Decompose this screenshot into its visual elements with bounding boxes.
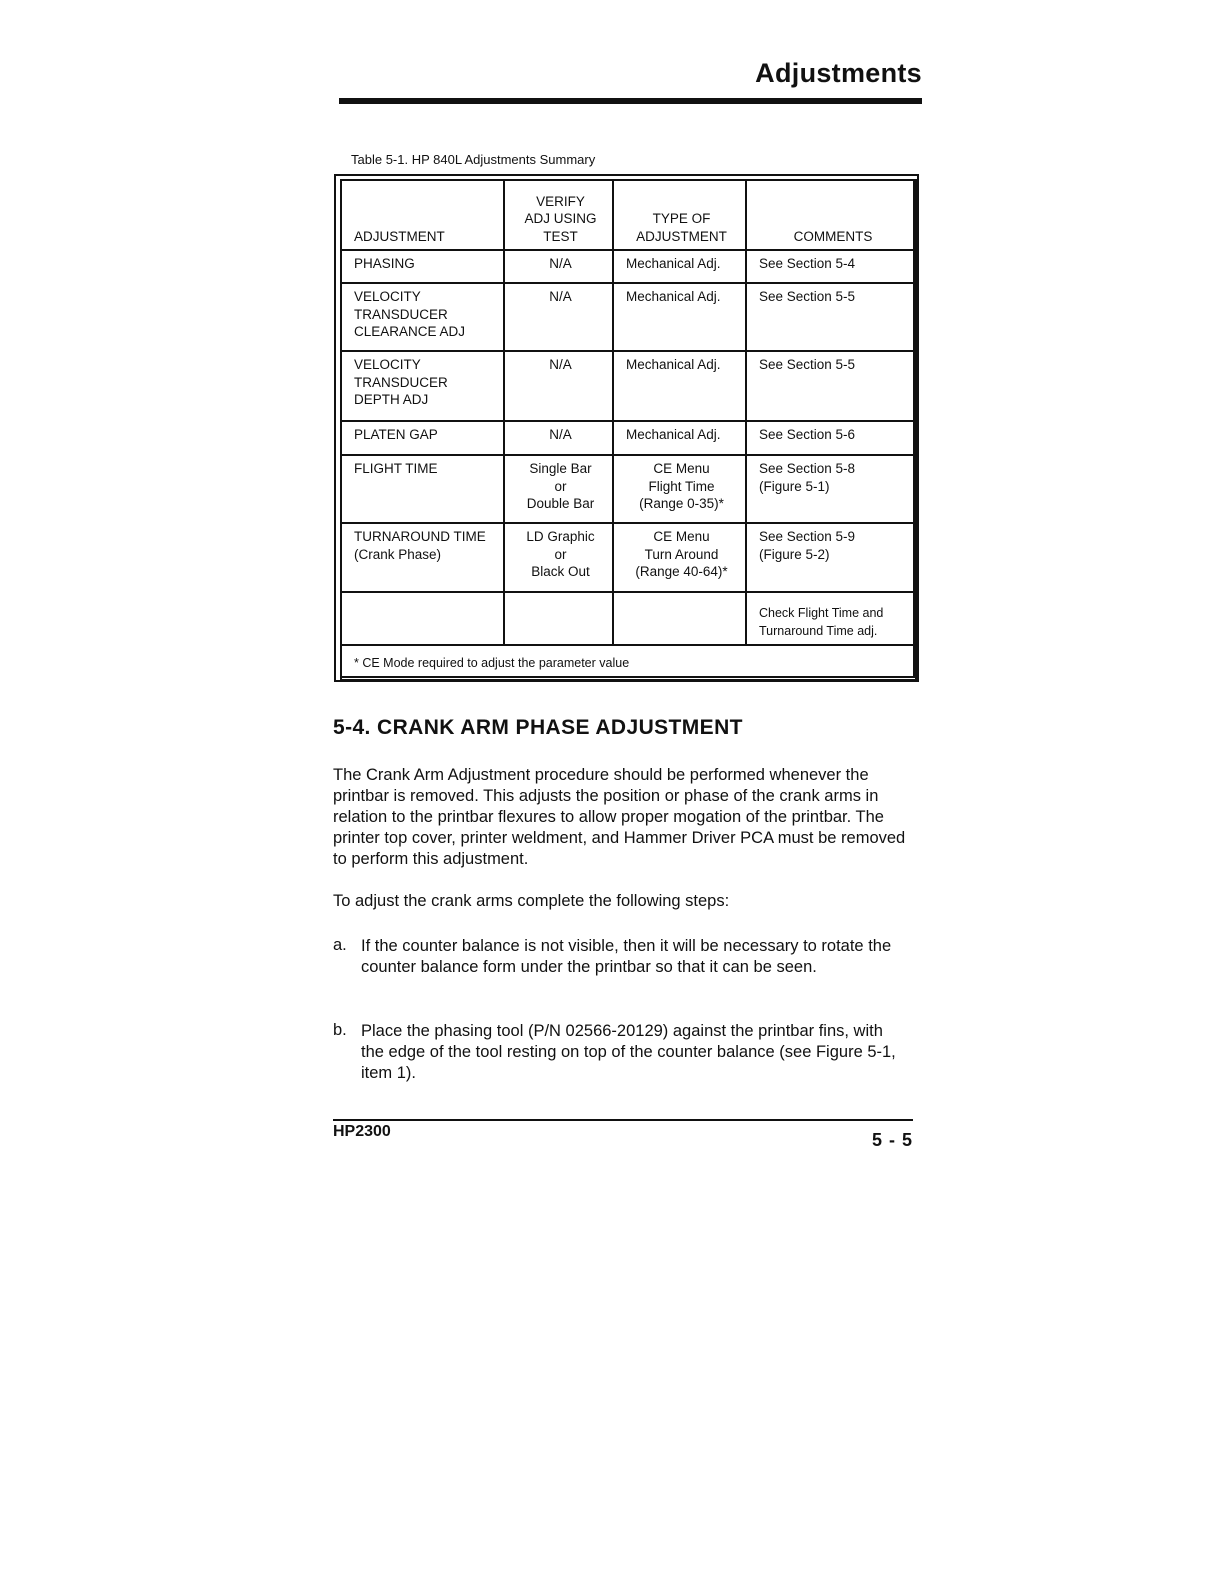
table-header-row — [341, 180, 916, 250]
table-cell: N/A — [504, 250, 613, 283]
table-cell: N/A — [504, 421, 613, 455]
page-title: Adjustments — [755, 58, 922, 88]
step-b-text: Place the phasing tool (P/N 02566-20129) against the printbar fins, with the edge of the tool resting on top of the counter balance (see Figure 5-1, item 1). — [361, 1022, 896, 1082]
table-cell: VELOCITY TRANSDUCER CLEARANCE ADJ — [341, 283, 504, 351]
step-a-letter: a. — [333, 936, 347, 954]
header-adjustment: ADJUSTMENT — [341, 180, 504, 250]
table-cell: LD Graphic or Black Out — [504, 523, 613, 592]
table-cell — [504, 592, 613, 645]
footer-manual-id: HP2300 — [333, 1123, 391, 1140]
table-cell: Mechanical Adj. — [613, 283, 746, 351]
footer-page-number: 5 - 5 — [871, 1130, 913, 1150]
table-cell: N/A — [504, 283, 613, 351]
table-cell: TURNAROUND TIME (Crank Phase) — [341, 523, 504, 592]
header-comments: COMMENTS — [746, 180, 916, 250]
table-row — [341, 455, 916, 523]
table-footnote-row — [341, 645, 916, 680]
table-cell: See Section 5-9 (Figure 5-2) — [746, 523, 916, 592]
table-cell: PHASING — [341, 250, 504, 283]
table-cell: Mechanical Adj. — [613, 351, 746, 421]
table-row — [341, 592, 916, 645]
footer-rule — [333, 1119, 913, 1121]
table-cell: VELOCITY TRANSDUCER DEPTH ADJ — [341, 351, 504, 421]
intro-paragraph: The Crank Arm Adjustment procedure should be performed whenever the printbar is removed. This adjusts the position or phase of the crank arms in relation to the printbar flexures to allow proper mogation of the printbar. The printer top cover, printer weldment, and Hammer Driver PCA must be removed to perform this adjustment. — [333, 766, 906, 868]
table-cell: PLATEN GAP — [341, 421, 504, 455]
table-cell: Check Flight Time and Turnaround Time adj. — [746, 592, 916, 645]
table-row — [341, 250, 916, 283]
title-rule — [339, 98, 922, 104]
adjustments-summary-table — [340, 179, 917, 681]
steps-intro: To adjust the crank arms complete the following steps: — [333, 892, 730, 910]
table-cell: See Section 5-8 (Figure 5-1) — [746, 455, 916, 523]
table-cell: See Section 5-6 — [746, 421, 916, 455]
table-cell: Single Bar or Double Bar — [504, 455, 613, 523]
step-b-letter: b. — [333, 1021, 347, 1039]
table-cell: FLIGHT TIME — [341, 455, 504, 523]
table-row — [341, 523, 916, 592]
section-heading: 5-4. CRANK ARM PHASE ADJUSTMENT — [333, 716, 743, 739]
table-caption: Table 5-1. HP 840L Adjustments Summary — [351, 152, 596, 167]
table-row — [341, 421, 916, 455]
table-cell: See Section 5-5 — [746, 351, 916, 421]
table-cell: Mechanical Adj. — [613, 250, 746, 283]
table-row — [341, 351, 916, 421]
table-cell: CE Menu Flight Time (Range 0-35)* — [613, 455, 746, 523]
table-row — [341, 283, 916, 351]
table-cell: CE Menu Turn Around (Range 40-64)* — [613, 523, 746, 592]
table-cell: See Section 5-4 — [746, 250, 916, 283]
table-cell: N/A — [504, 351, 613, 421]
header-type: TYPE OF ADJUSTMENT — [613, 180, 746, 250]
table-cell: Mechanical Adj. — [613, 421, 746, 455]
table-footnote: * CE Mode required to adjust the parameter value — [341, 645, 916, 680]
table-cell — [613, 592, 746, 645]
table-cell — [341, 592, 504, 645]
step-a-text: If the counter balance is not visible, then it will be necessary to rotate the counter balance form under the printbar so that it can be seen. — [361, 937, 892, 976]
table-cell: See Section 5-5 — [746, 283, 916, 351]
header-verify: VERIFY ADJ USING TEST — [504, 180, 613, 250]
